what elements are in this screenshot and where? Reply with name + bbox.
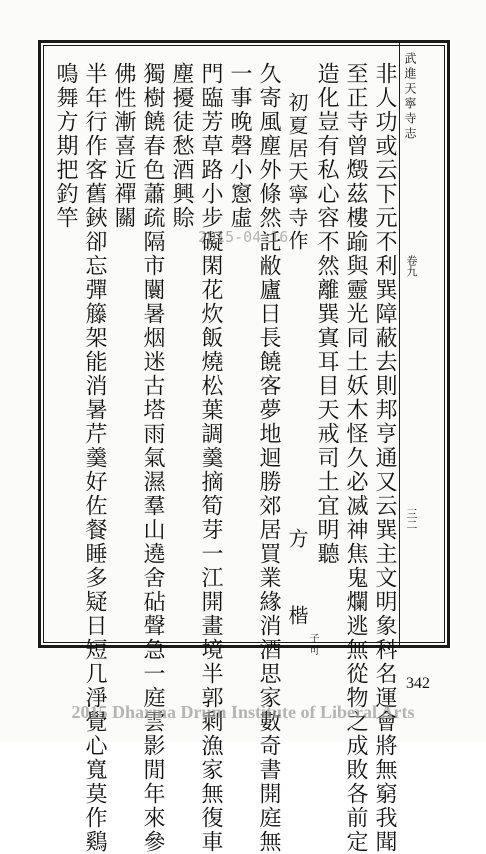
poem-title: 初夏居天寧寺作 <box>285 92 309 253</box>
text-column-3: 造化豈有私心容不然離巽寘耳目天戒司土宜明聽 <box>314 62 339 566</box>
text-column-2: 至正寺曾燬茲樓踰與靈光同土妖木怪久必㓕神焦鬼爛逃無從物之成敗各前定 <box>343 62 368 854</box>
page-number: 342 <box>406 675 430 692</box>
volume-label: 卷九 <box>405 255 418 277</box>
author-given-name: 楷 <box>285 605 309 625</box>
poem-line-8: 鳴舞方期把釣竿 <box>53 62 78 230</box>
poem-line-5: 獨樹饒春色蕭疏隔市闤暑烟迷古塔雨氣濕羣山遶舍砧聲急一庭雲影閒年來參 <box>140 62 165 854</box>
poem-line-6: 佛性漸喜近禪關 <box>111 62 136 230</box>
poem-line-3: 門臨芳草路小步礙閑花炊飯燒松葉調羹摘筍芽一江開畫境半郭剩漁家無復車 <box>198 62 223 854</box>
book-title: 武進天寧寺志 <box>403 52 417 142</box>
folio-number: 三二 <box>405 508 418 530</box>
author-courtesy-name: 子可 <box>307 633 318 657</box>
poem-line-7: 半年行作客舊鋏卻忘彈籐架能消暑芹羹好佐餐睡多疑日短几淨覺心寬莫作鷄 <box>82 62 107 854</box>
author-family-name: 方 <box>285 528 309 548</box>
text-column-1: 非人功或云下元不利巽障蔽去則邦亨通又云巽主文明象科名運會將無窮我聞 <box>372 62 397 854</box>
poem-line-2: 一事晚磬小窻虛 <box>227 62 252 230</box>
watermark: 2015 Dharma Drum Institute of Liberal Arts <box>71 702 415 722</box>
poem-line-1: 久寄風塵外條然託敝廬日長饒客夢地迴勝郊居買業緣消酒思家數奇書開庭無 <box>256 62 281 854</box>
poem-line-4: 塵擾徒愁酒興賒 <box>169 62 194 230</box>
date-stamp: 2015-04-16 <box>198 228 289 246</box>
